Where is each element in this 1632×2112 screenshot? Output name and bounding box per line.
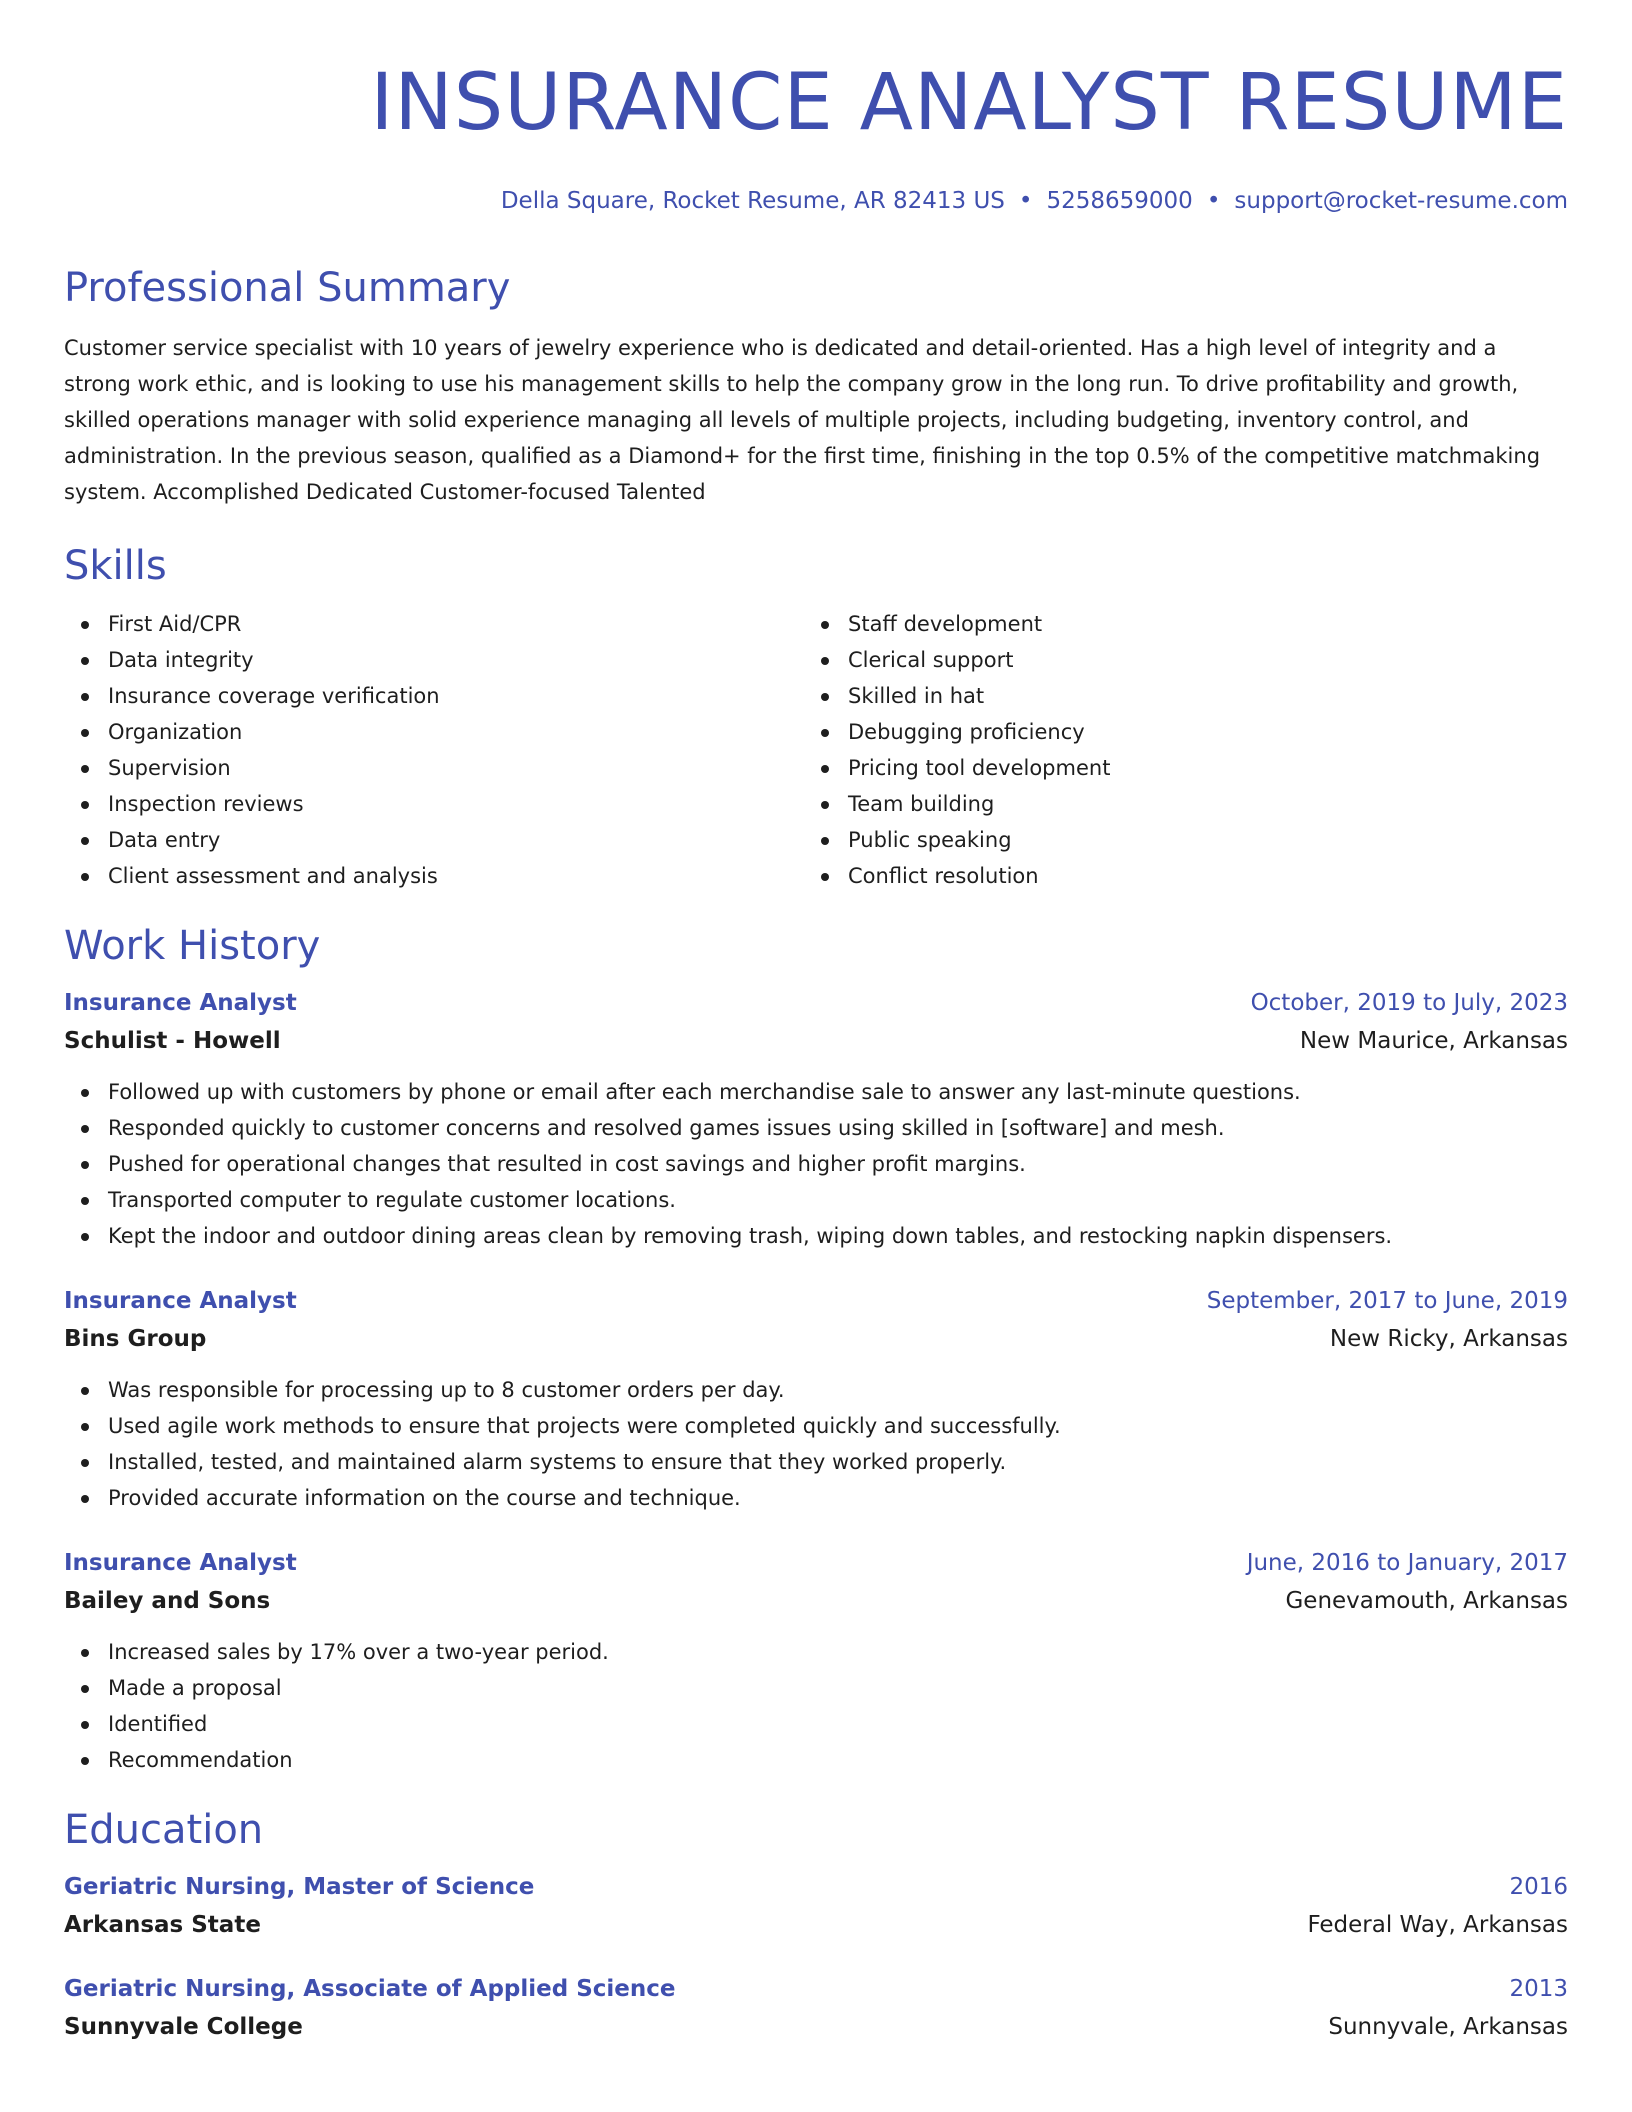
- education-school: Arkansas State: [64, 1912, 261, 1938]
- skill-item: Clerical support: [804, 642, 1544, 678]
- job-title-row: [64, 1282, 1568, 1320]
- education-degree: Geriatric Nursing, Master of Science: [64, 1874, 535, 1900]
- job-dates: June, 2016 to January, 2017: [1246, 1550, 1568, 1576]
- job-title: Insurance Analyst: [64, 1550, 297, 1576]
- education-degree-row: [64, 1868, 1568, 1906]
- job-bullet: Used agile work methods to ensure that projects were completed quickly and successfully.: [64, 1408, 1568, 1444]
- job-bullets: [64, 1372, 1568, 1516]
- education-entry: [64, 1970, 1568, 2046]
- skill-item: Pricing tool development: [804, 750, 1544, 786]
- job-bullet: Provided accurate information on the course and technique.: [64, 1480, 1568, 1516]
- skill-item: Skilled in hat: [804, 678, 1544, 714]
- job-bullet: Increased sales by 17% over a two-year period.: [64, 1634, 1568, 1670]
- skills-heading: Skills: [64, 543, 167, 589]
- education-school-row: [64, 2008, 1568, 2046]
- job-entry: [64, 1282, 1568, 1516]
- skill-item: First Aid/CPR: [64, 606, 804, 642]
- summary-text: Customer service specialist with 10 years of jewelry experience who is dedicated and detail-oriented. Has a high level of integrity and a strong work ethic, and is looking to use his management skills to help the company grow in the long run. To drive profitability and growth, skilled operations manager with solid experience managing all levels of multiple projects, including budgeting, inventory control, and administration. In the previous season, qualified as a Diamond+ for the first time, finishing in the top 0.5% of the competitive matchmaking system. Accomplished Dedicated Customer-focused Talented: [64, 336, 1541, 504]
- education-section: [64, 1806, 1568, 2046]
- job-dates: October, 2019 to July, 2023: [1250, 990, 1568, 1016]
- job-bullet: Kept the indoor and outdoor dining areas clean by removing trash, wiping down tables, and restocking napkin dispensers.: [64, 1218, 1568, 1254]
- skill-item: Organization: [64, 714, 804, 750]
- job-location: New Maurice, Arkansas: [1299, 1028, 1568, 1054]
- skill-item: Insurance coverage verification: [64, 678, 804, 714]
- education-school: Sunnyvale College: [64, 2014, 303, 2040]
- education-school-row: [64, 1906, 1568, 1944]
- job-location: Genevamouth, Arkansas: [1285, 1588, 1568, 1614]
- job-company-row: [64, 1022, 1568, 1060]
- job-title: Insurance Analyst: [64, 990, 297, 1016]
- job-title-row: [64, 1544, 1568, 1582]
- education-location: Sunnyvale, Arkansas: [1328, 2014, 1568, 2040]
- education-heading: Education: [64, 1807, 264, 1853]
- contact-phone: 5258659000: [1046, 188, 1193, 214]
- skills-section: [64, 542, 1568, 894]
- education-degree: Geriatric Nursing, Associate of Applied Science: [64, 1976, 676, 2002]
- job-title-row: [64, 984, 1568, 1022]
- skill-item: Debugging proficiency: [804, 714, 1544, 750]
- job-company: Bins Group: [64, 1326, 207, 1352]
- skills-column-right: [804, 606, 1544, 894]
- job-bullets: [64, 1634, 1568, 1778]
- job-bullet: Made a proposal: [64, 1670, 1568, 1706]
- skill-item: Inspection reviews: [64, 786, 804, 822]
- summary-section: [64, 264, 1568, 510]
- job-dates: September, 2017 to June, 2019: [1206, 1288, 1568, 1314]
- skill-item: Conflict resolution: [804, 858, 1544, 894]
- contact-email[interactable]: support@rocket-resume.com: [1234, 188, 1568, 214]
- job-entry: [64, 984, 1568, 1254]
- contact-line: [64, 186, 1568, 216]
- resume-title: INSURANCE ANALYST RESUME: [370, 58, 1568, 148]
- skill-item: Supervision: [64, 750, 804, 786]
- job-company-row: [64, 1320, 1568, 1358]
- work-history-section: [64, 922, 1568, 1778]
- summary-heading: Professional Summary: [64, 265, 511, 311]
- job-bullet: Was responsible for processing up to 8 customer orders per day.: [64, 1372, 1568, 1408]
- skill-item: Data integrity: [64, 642, 804, 678]
- job-company-row: [64, 1582, 1568, 1620]
- skills-list-right: [804, 606, 1544, 894]
- skills-grid: [64, 606, 1568, 894]
- education-year: 2013: [1509, 1976, 1568, 2002]
- job-entry: [64, 1544, 1568, 1778]
- skill-item: Public speaking: [804, 822, 1544, 858]
- skill-item: Staff development: [804, 606, 1544, 642]
- contact-separator: •: [1206, 188, 1221, 214]
- job-bullet: Installed, tested, and maintained alarm systems to ensure that they worked properly.: [64, 1444, 1568, 1480]
- job-company: Bailey and Sons: [64, 1588, 271, 1614]
- skills-column-left: [64, 606, 804, 894]
- job-bullet: Transported computer to regulate customer locations.: [64, 1182, 1568, 1218]
- skill-item: Data entry: [64, 822, 804, 858]
- job-bullets: [64, 1074, 1568, 1254]
- job-title: Insurance Analyst: [64, 1288, 297, 1314]
- education-year: 2016: [1509, 1874, 1568, 1900]
- skill-item: Team building: [804, 786, 1544, 822]
- skills-list-left: [64, 606, 804, 894]
- contact-separator: •: [1018, 188, 1033, 214]
- education-entry: [64, 1868, 1568, 1944]
- job-bullet: Followed up with customers by phone or email after each merchandise sale to answer any last-minute questions.: [64, 1074, 1568, 1110]
- job-company: Schulist - Howell: [64, 1028, 281, 1054]
- job-bullet: Recommendation: [64, 1742, 1568, 1778]
- job-bullet: Pushed for operational changes that resulted in cost savings and higher profit margins.: [64, 1146, 1568, 1182]
- skill-item: Client assessment and analysis: [64, 858, 804, 894]
- education-degree-row: [64, 1970, 1568, 2008]
- job-location: New Ricky, Arkansas: [1329, 1326, 1568, 1352]
- education-location: Federal Way, Arkansas: [1307, 1912, 1568, 1938]
- job-bullet: Identified: [64, 1706, 1568, 1742]
- contact-address: Della Square, Rocket Resume, AR 82413 US: [500, 188, 1005, 214]
- job-bullet: Responded quickly to customer concerns and resolved games issues using skilled in [software] and mesh.: [64, 1110, 1568, 1146]
- work-history-heading: Work History: [64, 923, 321, 969]
